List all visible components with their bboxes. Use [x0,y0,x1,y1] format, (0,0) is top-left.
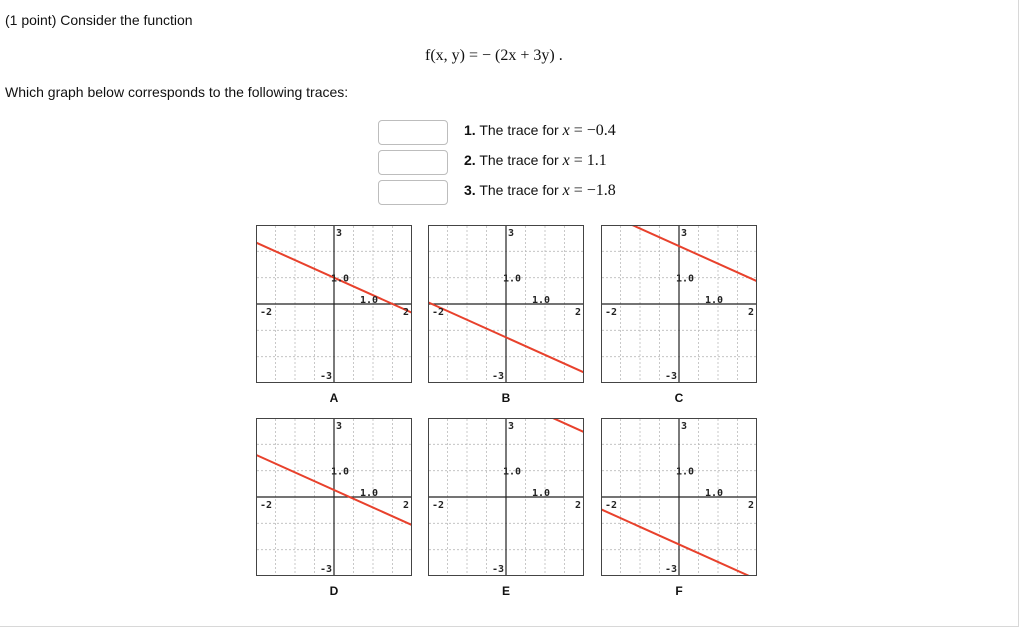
tick-label-y-max: 3 [508,228,515,239]
tick-label-y-mid: 1.0 [330,273,350,285]
trace-value: 1.1 [586,152,607,169]
tick-label-x-min: -2 [605,500,618,511]
tick-label-y-min: -3 [319,371,332,382]
tick-label-y-mid: 1.0 [502,273,522,285]
tick-label-y-max: 3 [336,421,343,432]
tick-label-y-max: 3 [336,228,343,239]
graph-e [428,418,584,576]
function-formula: f(x, y) = − (2x + 3y) . [425,47,563,64]
tick-label-x-max: 2 [402,500,409,511]
trace-equals: = [569,152,587,169]
graph-plot [428,418,584,576]
tick-label-x-min: -2 [605,307,618,318]
tick-label-y-mid: 1.0 [675,273,695,285]
tick-label-x-max: 2 [747,500,754,511]
trace-item-1 [464,122,616,140]
tick-label-x-max: 2 [402,307,409,318]
trace-value: −1.8 [586,182,616,199]
tick-label-x-min: -2 [260,500,273,511]
graph-plot [256,418,412,576]
tick-label-y-min: -3 [664,564,677,575]
question-text: Which graph below corresponds to the following traces: [5,84,349,100]
trace-number: 3. [464,182,476,198]
tick-label-x-mid: 1.0 [531,295,551,306]
tick-label-x-max: 2 [574,500,581,511]
trace-number: 2. [464,152,476,168]
intro-text: (1 point) Consider the function [5,12,193,28]
tick-label-y-max: 3 [508,421,515,432]
graph-label-c: C [674,391,684,405]
tick-label-x-mid: 1.0 [359,488,379,499]
tick-label-y-max: 3 [681,228,688,239]
tick-label-y-min: -3 [491,564,504,575]
tick-label-y-mid: 1.0 [330,466,350,478]
answer-input-1[interactable] [378,120,448,145]
tick-label-y-mid: 1.0 [502,466,522,478]
graph-label-d: D [329,584,339,598]
tick-label-x-mid: 1.0 [704,488,724,499]
graph-label-a: A [329,391,339,405]
trace-item-2 [464,152,607,170]
graph-label-e: E [501,584,510,598]
trace-equals: = [569,122,587,139]
tick-label-x-mid: 1.0 [704,295,724,306]
trace-variable: x [562,122,570,139]
trace-variable: x [562,182,570,199]
trace-text: The trace for [479,122,563,138]
graph-f [601,418,757,576]
tick-label-x-mid: 1.0 [531,488,551,499]
trace-equals: = [569,182,587,199]
tick-label-y-min: -3 [319,564,332,575]
tick-label-x-min: -2 [260,307,273,318]
graph-plot [256,225,412,383]
graph-c [601,225,757,383]
tick-label-x-mid: 1.0 [359,295,379,306]
graph-plot [601,418,757,576]
trace-number: 1. [464,122,476,138]
trace-text: The trace for [479,152,563,168]
tick-label-y-min: -3 [664,371,677,382]
graph-b [428,225,584,383]
trace-value: −0.4 [586,122,616,139]
tick-label-y-max: 3 [681,421,688,432]
tick-label-x-max: 2 [574,307,581,318]
tick-label-x-max: 2 [747,307,754,318]
graph-a [256,225,412,383]
answer-input-2[interactable] [378,150,448,175]
trace-text: The trace for [479,182,563,198]
graph-label-f: F [675,584,683,598]
graph-label-b: B [501,391,511,405]
tick-label-y-mid: 1.0 [675,466,695,478]
tick-label-y-min: -3 [491,371,504,382]
trace-item-3 [464,182,616,200]
graph-d [256,418,412,576]
tick-label-x-min: -2 [432,307,445,318]
answer-input-3[interactable] [378,180,448,205]
trace-variable: x [562,152,570,169]
tick-label-x-min: -2 [432,500,445,511]
graph-plot [428,225,584,383]
graph-plot [601,225,757,383]
